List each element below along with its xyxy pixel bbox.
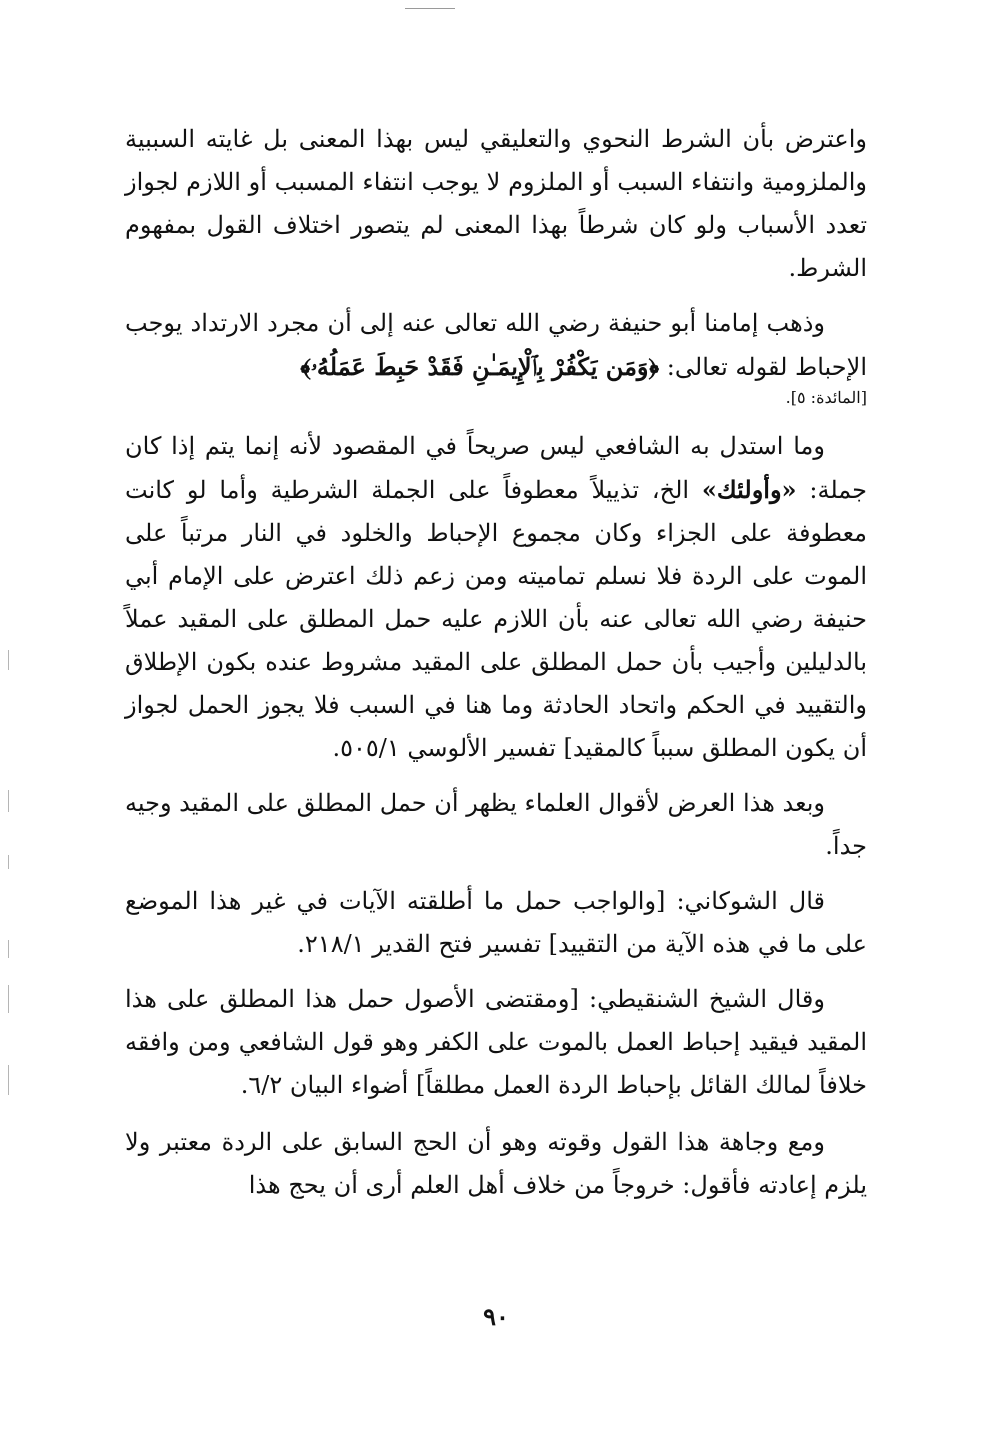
margin-mark: [8, 650, 9, 670]
paragraph-5: [125, 880, 867, 966]
margin-mark: [8, 940, 9, 958]
margin-mark: [8, 985, 9, 1013]
top-rule: [405, 8, 455, 9]
paragraph-1: [125, 118, 867, 290]
paragraph-6-text: وقال الشيخ الشنقيطي: [ومقتضى الأصول حمل هذا المطلق على هذا المقيد فيقيد إحباط العمل بالموت على الكفر وهو قول الشافعي ومن وافقه خلافاً لمالك القائل بإحباط الردة العمل مطلقاً] أضواء البيان ٦/٢.: [125, 985, 867, 1099]
paragraph-6: [125, 978, 867, 1107]
paragraph-3-text-end: الخ، تذييلاً معطوفاً على الجملة الشرطية وأما لو كانت معطوفة على الجزاء وكان مجموع الإحباط والخلود في النار مرتباً على الموت على الردة فلا نسلم تماميته ومن زعم ذلك اعترض على الإمام أبي حنيفة رضي الله تعالى عنه بأن اللازم عليه حمل المطلق على المقيد عملاً بالدليلين وأجيب بأن حمل المطلق على المقيد مشروط عنده بكون الإطلاق والتقييد في الحكم واتحاد الحادثة وما هنا في السبب فلا يجوز الحمل لجواز أن يكون المطلق سبباً كالمقيد] تفسير الألوسي ٥٠٥/١.: [125, 476, 867, 762]
page-body: [125, 118, 867, 1207]
page-number: ٩٠: [483, 1302, 509, 1331]
paragraph-7-text: ومع وجاهة هذا القول وقوته وهو أن الحج السابق على الردة معتبر ولا يلزم إعادته فأقول: خروجاً من خلاف أهل العلم أرى أن يحج هذا: [125, 1128, 867, 1199]
quoted-term: «وأولئك»: [701, 475, 797, 504]
paragraph-3-text-start: وما استدل به الشافعي ليس صريحاً في المقصود لأنه إنما يتم إذا كان جملة:: [125, 432, 867, 504]
paragraph-1-text: واعترض بأن الشرط النحوي والتعليقي ليس بهذا المعنى بل غايته السببية والملزومية وانتفاء السبب أو الملزوم لا يوجب انتفاء المسبب أو اللازم لجواز تعدد الأسباب ولو كان شرطاً بهذا المعنى لم يتصور اختلاف القول بمفهوم الشرط.: [125, 125, 867, 282]
verse-citation: [المائدة: ٥].: [785, 388, 867, 407]
margin-mark: [8, 1065, 9, 1095]
paragraph-2-text: وذهب إمامنا أبو حنيفة رضي الله تعالى عنه إلى أن مجرد الارتداد يوجب الإحباط لقوله تعالى:: [125, 309, 867, 381]
paragraph-3: [125, 425, 867, 770]
margin-mark: [8, 855, 9, 869]
paragraph-5-text: قال الشوكاني: [والواجب حمل ما أطلقته الآيات في غير هذا الموضع على ما في هذه الآية من التقييد] تفسير فتح القدير ٢١٨/١.: [125, 887, 867, 958]
paragraph-2: [125, 302, 867, 389]
paragraph-4-text: وبعد هذا العرض لأقوال العلماء يظهر أن حمل المطلق على المقيد وجيه جداً.: [125, 789, 867, 860]
margin-mark: [8, 790, 9, 812]
quran-verse: ﴿وَمَن يَكْفُرْ بِٱلْإِيمَـٰنِ فَقَدْ حَبِطَ عَمَلُهُۥ﴾: [300, 352, 660, 381]
paragraph-4: [125, 782, 867, 868]
paragraph-7: [125, 1121, 867, 1207]
